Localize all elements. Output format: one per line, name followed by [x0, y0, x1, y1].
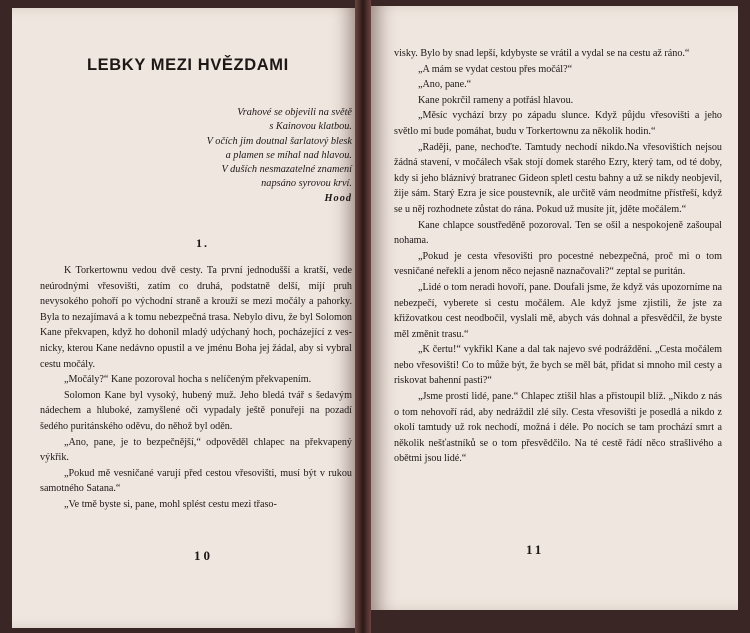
paragraph: „Jsme prostí lidé, pane.“ Chlapec ztišil hlas a přistoupil blíž. „Nikdo z nás o tom nehovoří rád, aby nedráždil zlé síly. Cesta vřesovišti je posedlá a nikdo z okolí tamtudy už rok nechodí, možná i déle. Po nocích se tam prochází smrt a několik nešťastníků se o tom přesvědčilo. Na té cestě řádí něco strašlivého a obětmi jsou lidé.“ — [394, 391, 722, 465]
paragraph: „Ano, pane, je to bezpečnější,“ odpověděl chlapec na překvapený výkřik. — [40, 436, 352, 464]
section-number: 1. — [196, 236, 209, 250]
right-page-text — [394, 46, 722, 467]
paragraph: „Pokud mě vesničané varují před cestou vřesovišti, musí být v rukou samotného Satana.“ — [40, 467, 352, 495]
right-page — [366, 6, 738, 610]
book-spine-gutter — [355, 0, 371, 633]
paragraph: Kane pokrčil rameny a potřásl hlavou. — [418, 94, 574, 106]
epigraph-line: s Kainovou klatbou. — [269, 121, 352, 133]
paragraph: „K čertu!“ vykřikl Kane a dal tak najevo své podráždění. „Cesta močálem nebo vřesovišti! Co to může být, že bych se měl bát, přidat si mnoho mil cesty a riskovat bahenní pasti?“ — [394, 344, 722, 387]
epigraph-line: a plamen se míhal nad hlavou. — [225, 149, 352, 161]
paragraph: „Močály?“ Kane pozoroval hocha s nelíčeným překvapením. — [64, 374, 312, 386]
page-number: 10 — [194, 548, 213, 563]
paragraph: „Ve tmě byste si, pane, mohl splést cestu mezi třaso- — [64, 498, 277, 510]
paragraph: „A mám se vydat cestou přes močál?“ — [418, 63, 573, 75]
epigraph — [132, 106, 352, 206]
paragraph: Solomon Kane byl vysoký, hubený muž. Jeho bledá tvář s šedavým nádechem a hluboké, zamyšlené oči vypadaly ještě ponuřeji na pozadí šedého puritánského oděvu, do něhož byl oděn. — [40, 389, 352, 432]
epigraph-line: V očích jim doutnal šarlatový blesk — [206, 135, 352, 147]
chapter-title: LEBKY MEZI HVĚZDAMI — [87, 56, 289, 74]
epigraph-author: Hood — [324, 192, 352, 204]
paragraph: „Raději, pane, nechoďte. Tamtudy nechodí nikdo.Na vřesovištích nejsou žádná stavení, v močálech však stojí domek starého Ezry, který tam, od té doby, kdy si jeho bláznivý bratranec Gideon spletl cestu bahny a už se nikdy neobjevil, žije sám. Starý Ezra je sice poustevník, ale určitě vám neodmítne přístřeší, když se u něj rozhodnete zůstat do rána. Pokud už musíte jít, jděte močálem.“ — [394, 141, 722, 215]
epigraph-line: napsáno syrovou krví. — [261, 178, 352, 190]
paragraph: „Měsíc vychází brzy po západu slunce. Když půjdu vřesovišti a jeho světlo mi bude pomáhat, budu v Torkertownu za několik hodin.“ — [394, 110, 722, 137]
left-page-text — [40, 263, 352, 513]
left-page — [12, 8, 362, 628]
page-number: 11 — [526, 542, 545, 557]
paragraph: „Lidé o tom neradi hovoří, pane. Doufali jsme, že když vás upozorníme na nebezpečí, vyberete si cestu močálem. Ale když jsme zjistili, že jste za křižovatkou cest neodbočil, vyslali mě, abych vás dohnal a přesvědčil, že byste měl změnit trasu.“ — [394, 281, 722, 340]
paragraph: „Pokud je cesta vřesovišti pro pocestné nebezpečná, proč mi o tom vesničané neřekli a jenom něco nejasně naznačovali?“ zeptal se puritán. — [394, 250, 722, 278]
epigraph-line: Vrahové se objevili na světě — [237, 107, 352, 118]
paragraph: „Ano, pane.“ — [418, 79, 472, 91]
epigraph-line: V duších nesmazatelné znamení — [221, 164, 352, 176]
paragraph: K Torkertownu vedou dvě cesty. Ta první jednodušší a kratší, vede neúrodnými vřesovišti, zatím co druhá, podstatně delší, míjí pruh nevysokého pohoří po východní straně a krouží se mezi močály a pahorky. Byla to nezajímavá a k tomu nebezpečná trasa. Nebylo divu, že byl Solomon Kane překvapen, když ho dohonil mladý udýchaný hoch, pocházející z ves-nicky, kterou Kane nedávno opustil a ve jménu Boha jej žádal, aby si vybral cestu močály. — [40, 265, 352, 370]
paragraph: visky. Bylo by snad lepší, kdybyste se vrátil a vydal se na cestu až ráno.“ — [394, 48, 690, 59]
paragraph: Kane chlapce soustředěně pozoroval. Ten se ošil a nespokojeně zašoupal nohama. — [394, 219, 722, 247]
